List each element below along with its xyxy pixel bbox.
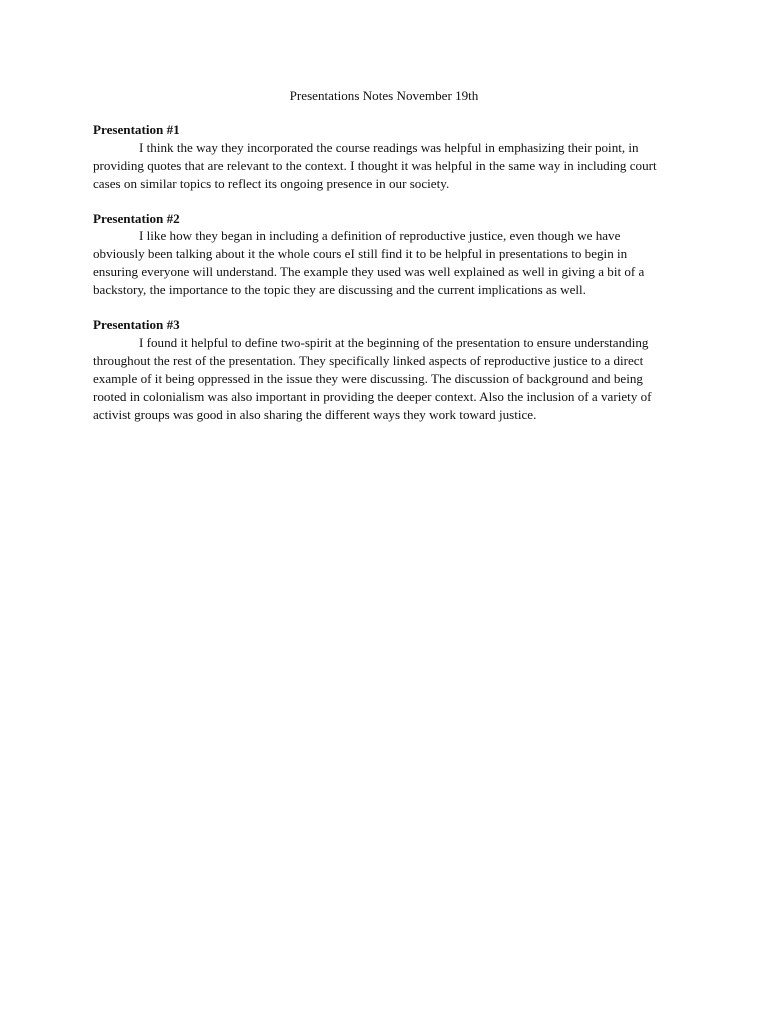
presentation-1-section bbox=[93, 121, 675, 193]
document-page bbox=[93, 87, 675, 441]
section-heading: Presentation #2 bbox=[93, 210, 180, 226]
presentation-2-section bbox=[93, 210, 675, 300]
section-heading: Presentation #1 bbox=[93, 121, 180, 137]
section-body: I like how they began in including a definition of reproductive justice, even though we have obviously been talking about it the whole cours eI still find it to be helpful in presentations to begin in ensuring everyone will understand. The example they used was well explained as well in giving a bit of a backstory, the importance to the topic they are discussing and the current implications as well. bbox=[93, 228, 645, 298]
section-heading: Presentation #3 bbox=[93, 317, 180, 333]
presentation-3-section bbox=[93, 316, 675, 423]
section-body: I found it helpful to define two-spirit at the beginning of the presentation to ensure understanding throughout the rest of the presentation. They specifically linked aspects of reproductive justice to a direct example of it being oppressed in the issue they were discussing. The discussion of background and being rooted in colonialism was also important in providing the deeper context. Also the inclusion of a variety of activist groups was good in also sharing the different ways they work toward justice. bbox=[93, 334, 652, 422]
section-body: I think the way they incorporated the course readings was helpful in emphasizing their point, in providing quotes that are relevant to the context. I thought it was helpful in the same way in including court cases on similar topics to reflect its ongoing presence in our society. bbox=[93, 139, 657, 191]
document-title: Presentations Notes November 19th bbox=[289, 88, 479, 103]
